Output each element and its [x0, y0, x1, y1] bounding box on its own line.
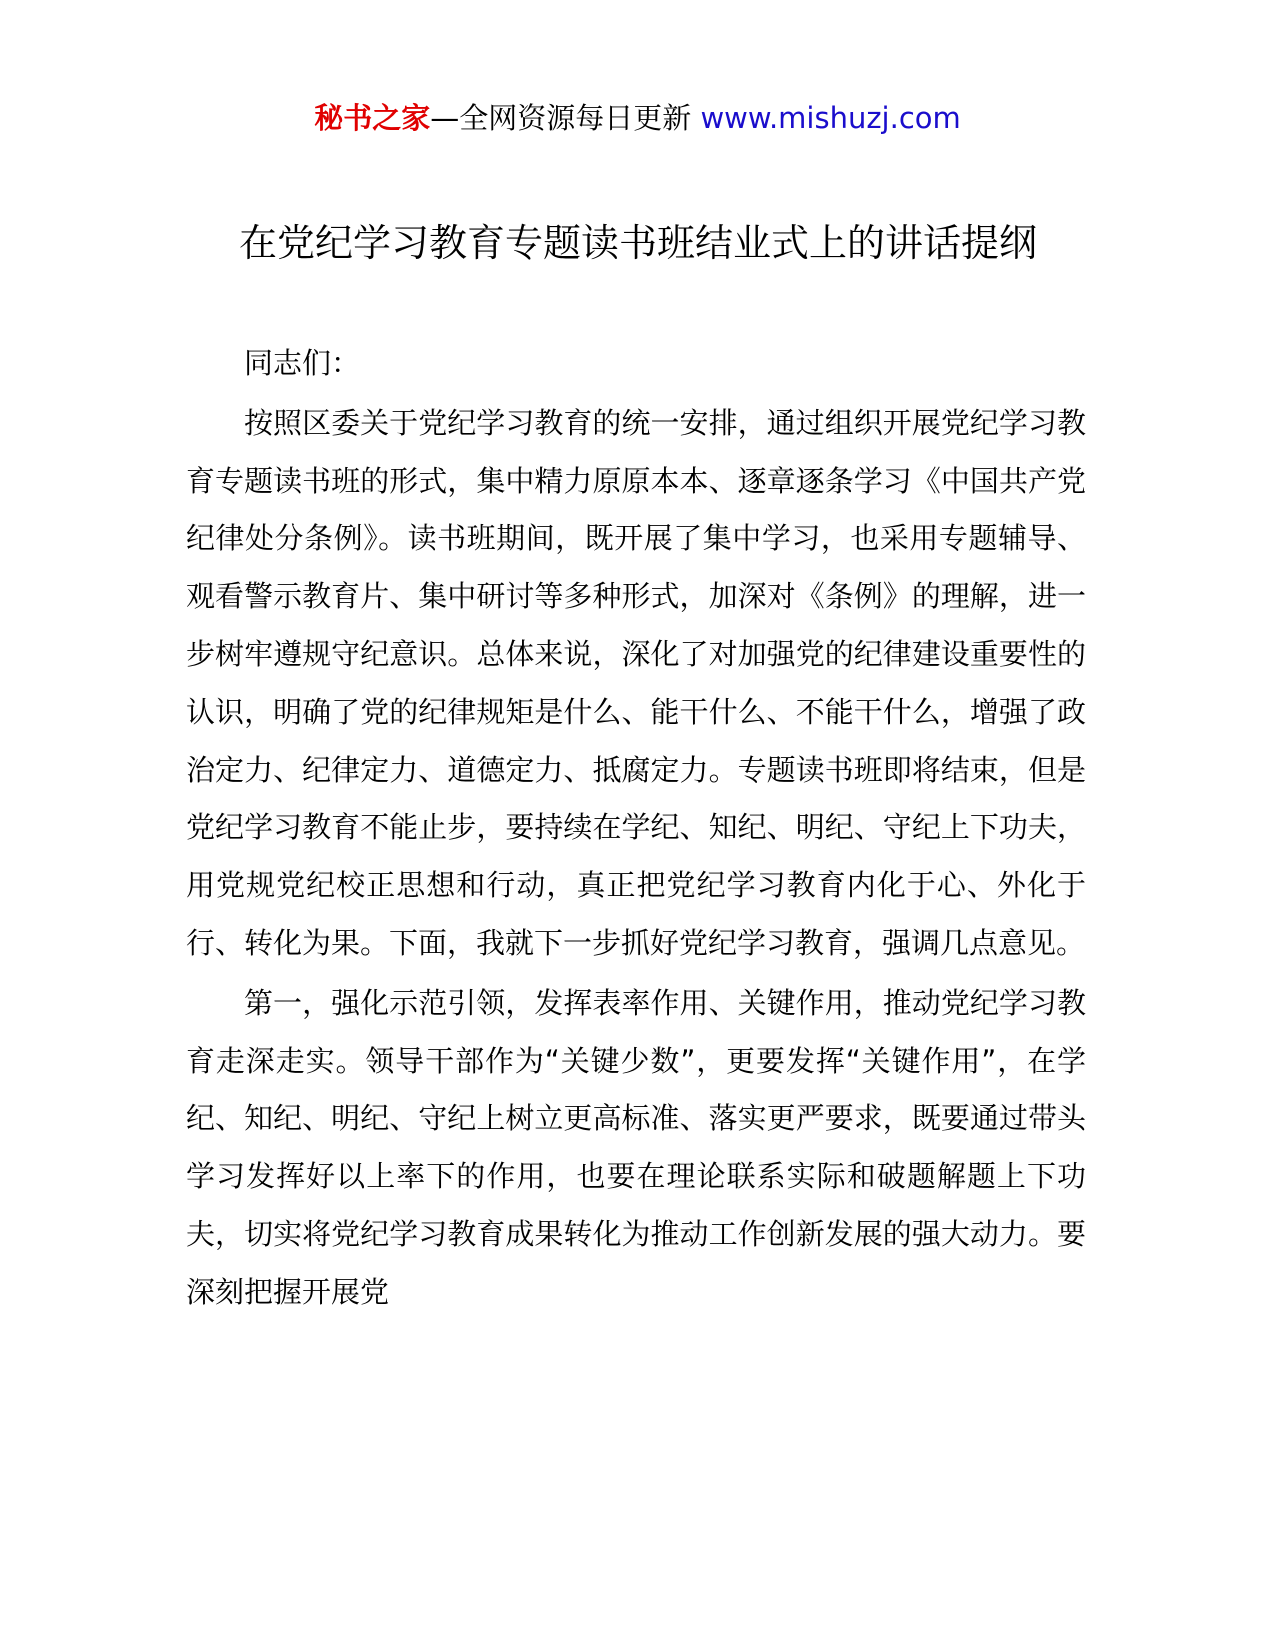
document-title: 在党纪学习教育专题读书班结业式上的讲话提纲 — [238, 221, 1037, 265]
site-url-link[interactable]: www.mishuzj.com — [700, 101, 961, 135]
document-body — [186, 335, 1086, 1324]
site-header — [0, 98, 1275, 138]
site-brand: 秘书之家 — [314, 101, 431, 135]
body-paragraph: 第一，强化示范引领，发挥表率作用、关键作用，推动党纪学习教育走深走实。领导干部作为“关键少数”，更要发挥“关键作用”，在学纪、知纪、明纪、守纪上树立更高标准、落实更严要求，既要通过带头学习发挥好以上率下的作用，也要在理论联系实际和破题解题上下功夫，切实将党纪学习教育成果转化为推动工作创新发展的强大动力。要深刻把握开展党 — [186, 985, 1086, 1309]
salutation: 同志们： — [244, 346, 361, 380]
body-paragraph: 按照区委关于党纪学习教育的统一安排，通过组织开展党纪学习教育专题读书班的形式，集中精力原原本本、逐章逐条学习《中国共产党纪律处分条例》。读书班期间，既开展了集中学习，也采用专题辅导、观看警示教育片、集中研讨等多种形式，加深对《条例》的理解，进一步树牢遵规守纪意识。总体来说，深化了对加强党的纪律建设重要性的认识，明确了党的纪律规矩是什么、能干什么、不能干什么，增强了政治定力、纪律定力、道德定力、抵腐定力。专题读书班即将结束，但是党纪学习教育不能止步，要持续在学纪、知纪、明纪、守纪上下功夫，用党规党纪校正思想和行动，真正把党纪学习教育内化于心、外化于行、转化为果。下面，我就下一步抓好党纪学习教育，强调几点意见。 — [186, 405, 1086, 960]
site-tagline: —全网资源每日更新 — [430, 101, 692, 135]
